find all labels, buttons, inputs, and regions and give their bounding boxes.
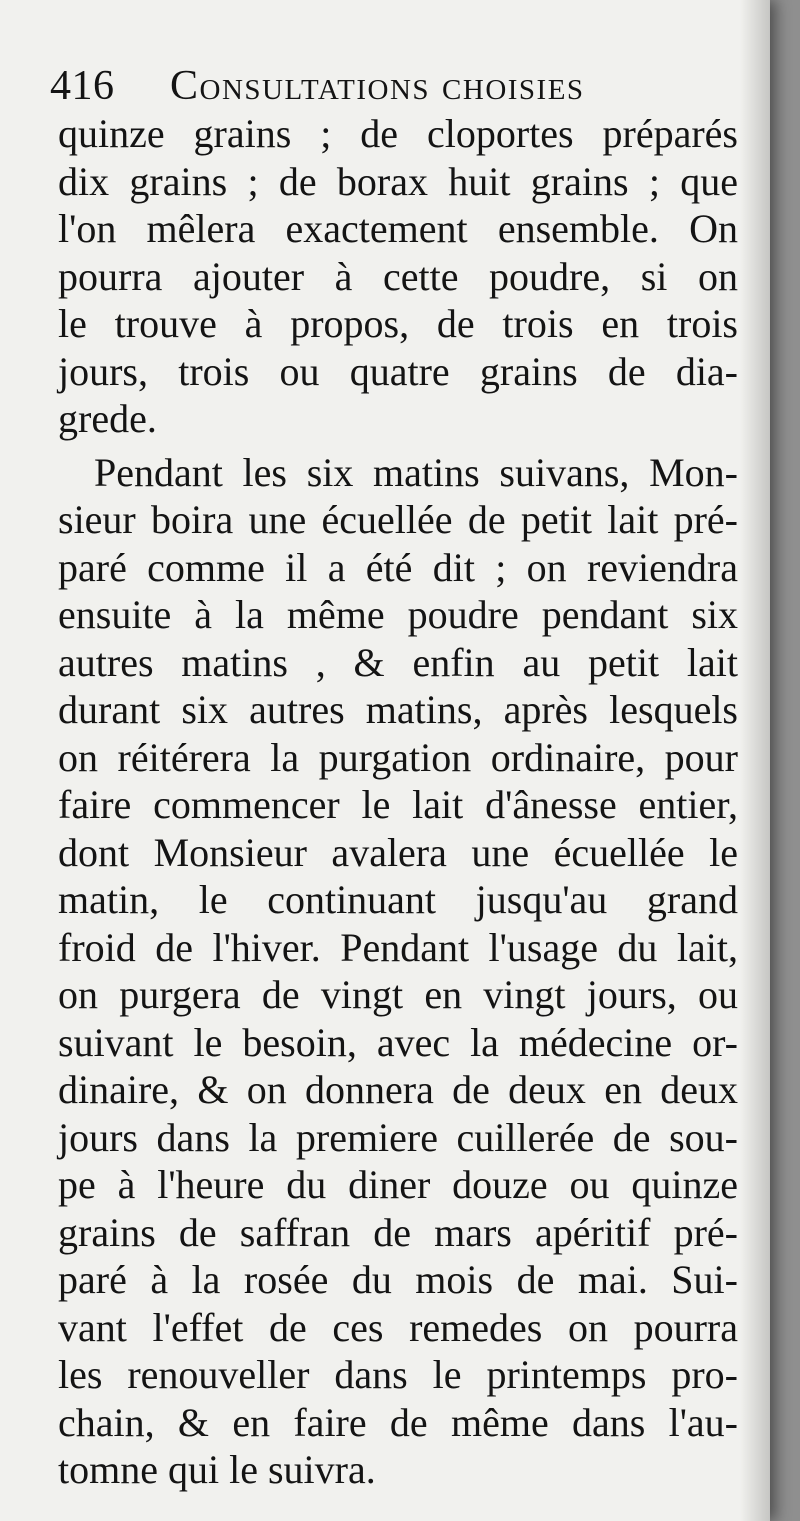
text-line: faire commencer le lait d'ânesse entier,: [58, 782, 738, 827]
body-text: [58, 110, 738, 1494]
paragraph-1: [58, 110, 738, 443]
text-line: jours, trois ou quatre grains de dia-: [58, 348, 738, 394]
text-line: dix grains ; de borax huit grains ; que: [58, 158, 738, 204]
text-line: ensuite à la même poudre pendant six: [58, 592, 738, 637]
text-line: pourra ajouter à cette poudre, si on: [58, 253, 738, 299]
running-title: Consultations choisies: [170, 63, 585, 109]
text-line: pe à l'heure du diner douze ou quinze: [58, 1162, 738, 1207]
text-line: froid de l'hiver. Pendant l'usage du lait,: [58, 924, 738, 970]
text-line: matin, le continuant jusqu'au grand: [58, 877, 738, 922]
text-line: paré à la rosée du mois de mai. Sui-: [58, 1257, 738, 1302]
text-line: le trouve à propos, de trois en trois: [58, 301, 738, 346]
text-line: grains de saffran de mars apéritif pré-: [58, 1209, 738, 1255]
text-line: grede.: [58, 396, 157, 441]
text-line: l'on mêlera exactement ensemble. On: [58, 206, 738, 251]
page-number: 416: [50, 63, 115, 109]
text-line: on réitérera la purgation ordinaire, pour: [58, 734, 738, 780]
text-line: paré comme il a été dit ; on reviendra: [58, 544, 738, 590]
text-line: chain, & en faire de même dans l'au-: [58, 1399, 738, 1445]
text-line: suivant le besoin, avec la médecine or-: [58, 1019, 738, 1065]
text-line: sieur boira une écuellée de petit lait pré-: [58, 497, 738, 542]
text-line: jours dans la premiere cuillerée de sou-: [58, 1114, 738, 1160]
text-line: tomne qui le suivra.: [58, 1447, 376, 1492]
text-line: on purgera de vingt en vingt jours, ou: [58, 972, 738, 1017]
text-line: durant six autres matins, après lesquels: [58, 687, 738, 732]
paragraph-2: [58, 449, 738, 1494]
text-line: dinaire, & on donnera de deux en deux: [58, 1067, 738, 1112]
text-line: vant l'effet de ces remedes on pourra: [58, 1304, 738, 1350]
text-line: autres matins , & enfin au petit lait: [58, 639, 738, 685]
text-line: quinze grains ; de cloportes préparés: [58, 111, 738, 156]
page-header: [50, 62, 740, 110]
text-line: dont Monsieur avalera une écuellée le: [58, 829, 738, 875]
text-line: Pendant les six matins suivans, Mon-: [94, 449, 738, 495]
text-line: les renouveller dans le printemps pro-: [58, 1352, 738, 1397]
